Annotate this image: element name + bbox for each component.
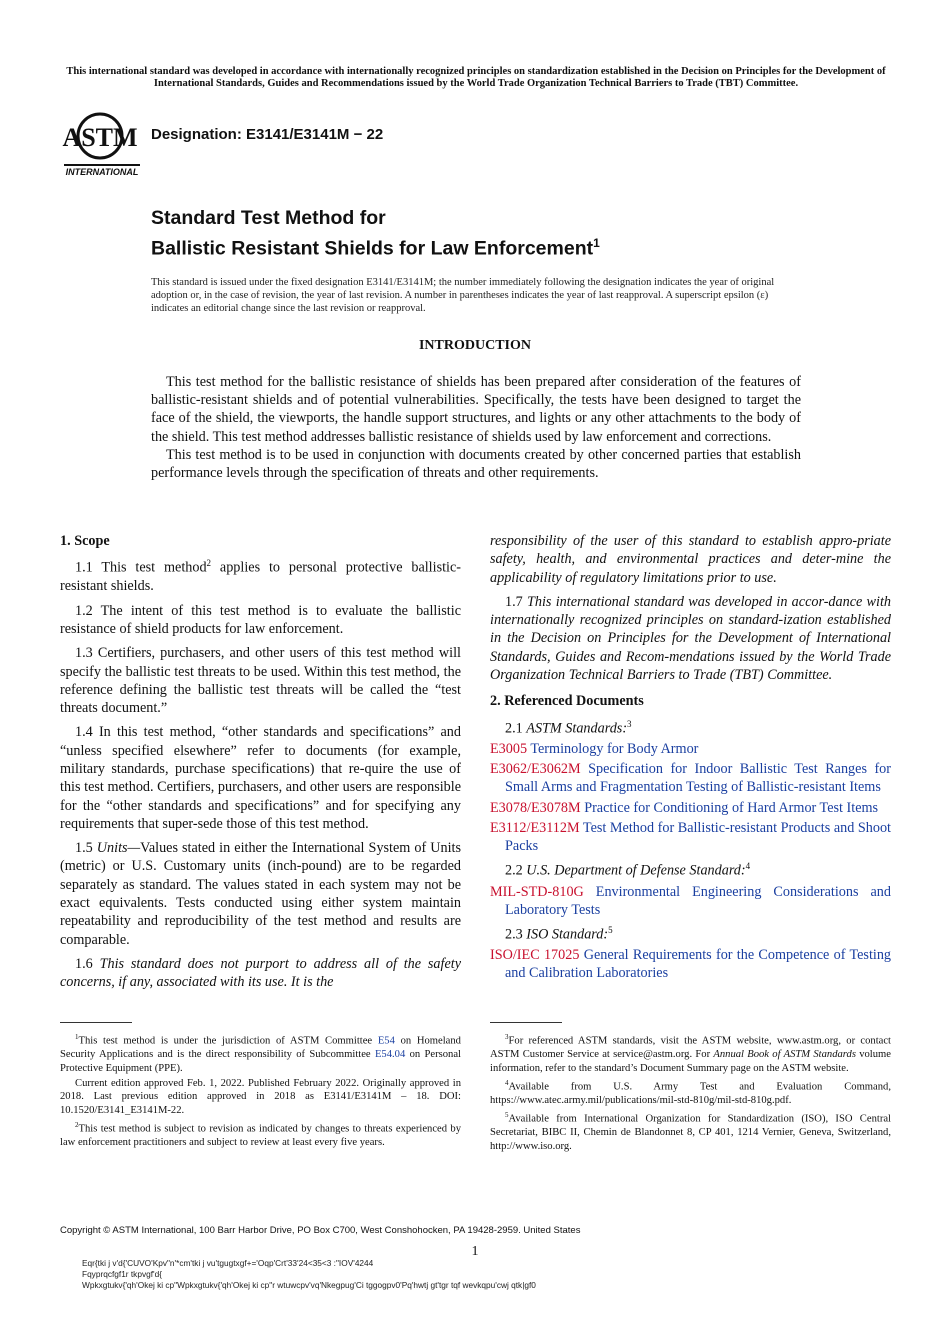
dod-standard-label: 2.2 U.S. Department of Defense Standard:$^4$ bbox=[505, 861, 751, 880]
footnote-1-edition: Current edition approved Feb. 1, 2022. Published February 2022. Originally approved in 2018. Last previous edition approved in 2018 as E3141/E3141M – 18. DOI: 10.1520/E3141_E3141M-22. bbox=[60, 1077, 461, 1117]
license-watermark bbox=[82, 1258, 536, 1291]
reference-item[interactable]: MIL-STD-810G Environmental Engineering Considerations and Laboratory Tests bbox=[490, 883, 891, 918]
scope-1-3: 1.3 Certifiers, purchasers, and other users of this test method will specify the ballistic test threats to be used. Within this test method, the reference defining the ballistic test threats will be called the “test threats document.” bbox=[60, 645, 461, 717]
scope-1-5: 1.5 Units—Values stated in either the International System of Units (metric) or U.S. Customary units (inch-pound) are to be regarded separately as standard. The values stated in each system may not be exact equivalents. Tests conducted using either system maintain repeatability and reproducibility of the test method and results are comparable. bbox=[60, 840, 462, 948]
top-note: This international standard was developed in accordance with internationally recognized principles on standardization established in the Decision on Principles for the Development of International Standards, Guides and Recommendations issued by the World Trade Organization Technical Barriers to Trade (TBT) Committee. bbox=[66, 66, 886, 89]
reference-item[interactable]: E3112/E3112M Test Method for Ballistic-resistant Products and Shoot Packs bbox=[490, 819, 891, 855]
scope-1-6: 1.6 This standard does not purport to address all of the safety concerns, if any, associated with its use. It is the bbox=[60, 955, 462, 991]
reference-item[interactable]: ISO/IEC 17025 General Requirements for the Competence of Testing and Calibration Laboratories bbox=[490, 947, 892, 982]
scope-1-6-continued: responsibility of the user of this standard to establish appro-priate safety, health, and environmental practices and deter-mine the applicability of regulatory limitations prior to use. bbox=[490, 533, 891, 586]
referenced-documents-heading: 2. Referenced Documents bbox=[490, 693, 644, 710]
svg-text:ASTM: ASTM bbox=[62, 123, 138, 152]
footnote-rule bbox=[60, 1022, 132, 1023]
scope-heading: 1. Scope bbox=[60, 533, 110, 549]
footnote-2: $^2$This test method is subject to revision as indicated by changes to threats experienced by law enforcement practitioners and subject to review at least every five years. bbox=[60, 1120, 461, 1148]
intro-paragraph: This test method for the ballistic resistance of shields has been prepared after consideration of the features of ballistic-resistant shields and of potential vulnerabilities. Specifically, the tests have been designed to target the face of the shield, the viewports, the handle support structures, and lights or any other attachments to the body of the shield. This test method addresses ballistic resistance of shields used by law enforcement and corrections. bbox=[151, 374, 801, 445]
right-column bbox=[490, 532, 891, 985]
document-title bbox=[151, 206, 600, 262]
subcommittee-link[interactable]: E54.04 bbox=[374, 1049, 406, 1061]
page-number: 1 bbox=[471, 1244, 479, 1259]
scope-1-4: 1.4 In this test method, “other standards and specifications” and “unless specified elsewhere” refer to documents (for example, military standards, purchase specifications) that re-quire the use of this test method. Certifiers, purchasers, and other users are responsible for the “other standards and specifications” and for specifying any requirements that super-sede those of this test method. bbox=[60, 724, 461, 832]
license-line: Wpkxgtukv{'qh'Okej ki cp"Wpkxgtukv{'qh'Okej ki cp"r wtuwcpv'vq'Nkegpug'Ci tggogpv0'Pq'hwtj gt'tgr tqf wevkqpu'cwj qtk|gf0 bbox=[82, 1280, 536, 1290]
copyright-footer: Copyright © ASTM International, 100 Barr Harbor Drive, PO Box C700, West Conshohocken, PA 19428-2959. United States bbox=[60, 1225, 581, 1236]
left-column bbox=[60, 532, 461, 998]
footnote-rule bbox=[490, 1022, 562, 1023]
astm-standards-label: 2.1 ASTM Standards:$^3$ bbox=[505, 718, 632, 737]
astm-logo-icon bbox=[62, 110, 142, 178]
title-line-1: Standard Test Method for bbox=[151, 207, 386, 229]
logo-text: INTERNATIONAL bbox=[65, 167, 139, 177]
iso-standard-label: 2.3 ISO Standard:$^5$ bbox=[505, 925, 613, 943]
astm-logo bbox=[62, 110, 142, 178]
reference-item[interactable]: E3062/E3062M Specification for Indoor Ballistic Test Ranges for Small Arms and Fragmentation Testing of Ballistic-resistant Items bbox=[490, 761, 891, 796]
introduction bbox=[151, 373, 801, 482]
footnotes-right bbox=[490, 1031, 891, 1154]
introduction-heading: INTRODUCTION bbox=[418, 338, 531, 353]
reference-item[interactable]: E3078/E3078M Practice for Conditioning of Hard Armor Test Items bbox=[490, 799, 879, 816]
issued-note: This standard is issued under the fixed designation E3141/E3141M; the number immediately following the designation indicates the year of original adoption or, in the case of revision, the year of last revision. A number in parentheses indicates the year of last reapproval. A superscript epsilon (ε) indicates an editorial change since the last revision or reapproval. bbox=[151, 277, 775, 314]
footnote-3: $^3$For referenced ASTM standards, visit the ASTM website, www.astm.org, or contact ASTM Customer Service at service@astm.org. For Annual Book of ASTM Standards volume information, refer to the standard’s Document Summary page on the ASTM website. bbox=[490, 1033, 891, 1074]
intro-paragraph: This test method is to be used in conjunction with documents created by other concerned parties that establish performance levels through the specification of threats and other requirements. bbox=[151, 446, 801, 482]
footnote-1: $^1$This test method is under the jurisdiction of ASTM Committee E54 on Homeland Security Applications and is the direct responsibility of Subcommittee E54.04 on Personal Protective Equipment (PPE). bbox=[60, 1033, 462, 1074]
scope-1-2: 1.2 The intent of this test method is to evaluate the ballistic resistance of shield products for law enforcement. bbox=[60, 602, 461, 637]
title-line-2: Ballistic Resistant Shields for Law Enforcement$^1$ bbox=[151, 236, 600, 260]
reference-item[interactable]: E3005 Terminology for Body Armor bbox=[490, 740, 699, 757]
license-line: Fqyprqcfgf1r tkpvgf'd{ bbox=[82, 1269, 162, 1279]
scope-1-1: 1.1 This test method$^2$ applies to personal protective ballistic-resistant shields. bbox=[60, 558, 461, 595]
footnote-4: $^4$Available from U.S. Army Test and Evaluation Command, https://www.atec.army.mil/publications/mil-std-810g/mil-std-810g.pdf. bbox=[490, 1078, 891, 1106]
scope-1-7: 1.7 This international standard was developed in accor-dance with internationally recognized principles on standard-ization established in the Decision on Principles for the Development of International Standards, Guides and Recom-mendations issued by the World Trade Organization Technical Barriers to Trade (TBT) Committee. bbox=[490, 593, 891, 684]
footnote-5: $^5$Available from International Organization for Standardization (ISO), ISO Central Secretariat, BIBC II, Chemin de Blandonnet 8, CP 401, 1214 Vernier, Geneva, Switzerland, http://www.iso.org. bbox=[490, 1110, 891, 1152]
committee-link[interactable]: E54 bbox=[377, 1035, 395, 1047]
designation: Designation: E3141/E3141M − 22 bbox=[151, 126, 384, 143]
license-line: Eqr{tki j v'd{'CUVO'Kpv"n'*cm'tki j vu'tgugtxgf+='Oqp'Crt'33'24<35<3 :"IOV'4244 bbox=[82, 1258, 374, 1268]
footnotes-left bbox=[60, 1031, 461, 1151]
